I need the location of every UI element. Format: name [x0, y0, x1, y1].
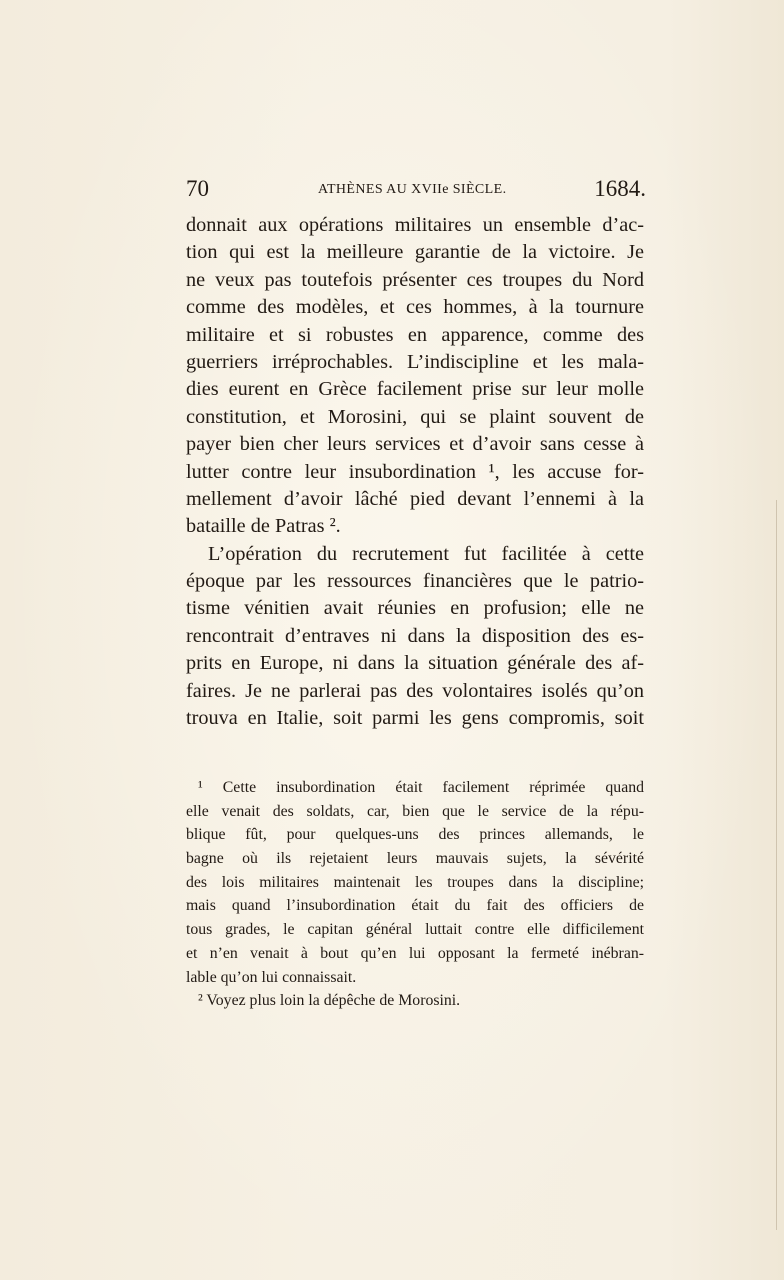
text-line: époque par les ressources financières que le patrio- — [186, 570, 644, 593]
footnote-line: tous grades, le capitan général luttait contre elle difficilement — [186, 921, 644, 939]
page-header — [186, 176, 646, 208]
footnote-line: mais quand l’insubordination était du fait des officiers de — [186, 897, 644, 915]
footnotes — [186, 776, 644, 1013]
footnote-line: ¹ Cette insubordination était facilement réprimée quand — [198, 779, 644, 796]
text-line: payer bien cher leurs services et d’avoir sans cesse à — [186, 433, 644, 456]
text-line: comme des modèles, et ces hommes, à la tournure — [186, 296, 644, 319]
text-line: dies eurent en Grèce facilement prise sur leur molle — [186, 378, 644, 401]
text-line: prits en Europe, ni dans la situation générale des af- — [186, 652, 644, 675]
footnote-line: elle venait des soldats, car, bien que le service de la répu- — [186, 802, 644, 820]
page-edge-line — [776, 500, 777, 1230]
text-line: L’opération du recrutement fut facilitée à cette — [208, 542, 644, 565]
footnote-line: des lois militaires maintenait les troupes dans la discipline; — [186, 873, 644, 891]
text-line: constitution, et Morosini, qui se plaint souvent de — [186, 405, 644, 428]
text-line: lutter contre leur insubordination ¹, les accuse for- — [186, 460, 644, 483]
running-title: ATHÈNES AU XVIIe SIÈCLE. — [318, 182, 507, 197]
text-line: tisme vénitien avait réunies en profusion; elle ne — [186, 597, 644, 620]
text-line: bataille de Patras ². — [186, 515, 341, 538]
footnote-line: et n’en venait à bout qu’en lui opposant la fermeté inébran- — [186, 944, 644, 962]
header-year: 1684. — [594, 176, 646, 201]
footnote-line: bagne où ils rejetaient leurs mauvais sujets, la sévérité — [186, 850, 644, 868]
text-line: tion qui est la meilleure garantie de la victoire. Je — [186, 241, 644, 264]
footnote-line: blique fût, pour quelques-uns des princes allemands, le — [186, 826, 644, 844]
footnote-line: ² Voyez plus loin la dépêche de Morosini. — [198, 992, 461, 1010]
text-line: faires. Je ne parlerai pas des volontaires isolés qu’on — [186, 679, 644, 702]
footnote-line: lable qu’on lui connaissait. — [186, 968, 357, 986]
main-text — [186, 212, 644, 732]
text-line: trouva en Italie, soit parmi les gens compromis, soit — [186, 707, 644, 730]
text-line: guerriers irréprochables. L’indiscipline et les mala- — [186, 350, 644, 373]
text-line: donnait aux opérations militaires un ensemble d’ac- — [186, 214, 644, 236]
text-line: mellement d’avoir lâché pied devant l’ennemi à la — [186, 487, 644, 510]
text-line: ne veux pas toutefois présenter ces troupes du Nord — [186, 268, 644, 291]
page-number: 70 — [186, 176, 209, 201]
text-line: rencontrait d’entraves ni dans la disposition des es- — [186, 624, 644, 647]
text-line: militaire et si robustes en apparence, comme des — [186, 323, 644, 346]
